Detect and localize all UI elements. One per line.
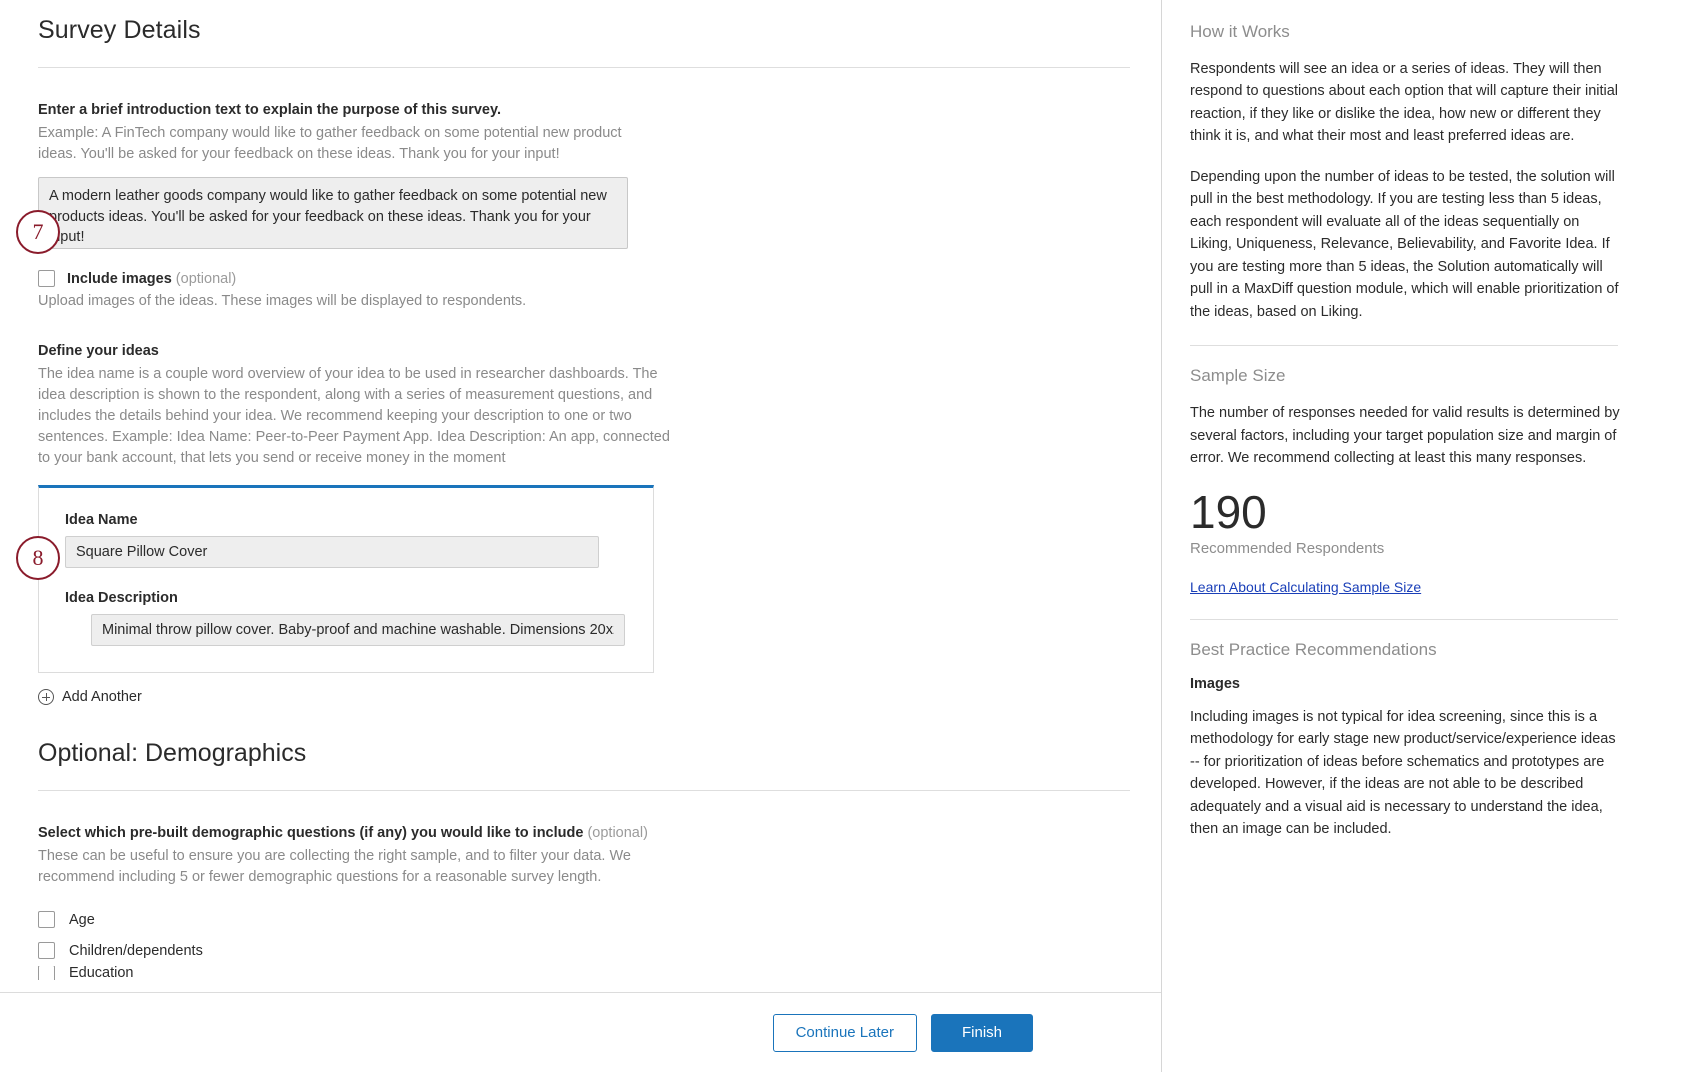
define-ideas-help: The idea name is a couple word overview of your idea to be used in researcher dashboards. The idea description is shown to the respondent, along with a series of measurement questions, and includes the details behind your idea. We recommend keeping your description to one or two sentences. Example: Idea Name: Peer-to-Peer Payment App. Idea Description: An app, connected to your bank account, that lets you send or receive money in the moment [38, 366, 670, 467]
demographics-option-age[interactable] [38, 904, 1040, 935]
best-practice-heading: Best Practice Recommendations [1190, 639, 1437, 659]
demographics-divider [38, 790, 1130, 791]
include-images-optional-tag: (optional) [175, 270, 237, 287]
demographics-label: Select which pre-built demographic questions (if any) you would like to include [38, 825, 584, 842]
footer-action-bar [0, 992, 1161, 1072]
demographics-title: Optional: Demographics [38, 739, 307, 768]
age-checkbox[interactable] [38, 911, 55, 928]
page-title: Survey Details [38, 16, 201, 44]
include-images-checkbox[interactable] [38, 270, 55, 287]
demographics-option-education[interactable] [38, 966, 1040, 980]
help-sidebar [1162, 0, 1700, 1072]
education-label: Education [69, 966, 134, 981]
sidebar-divider-1 [1190, 345, 1618, 346]
add-another-label: Add Another [62, 689, 142, 706]
finish-button[interactable]: Finish [931, 1014, 1033, 1052]
idea-description-label: Idea Description [65, 590, 178, 607]
children-checkbox[interactable] [38, 942, 55, 959]
callout-badge-8: 8 [16, 536, 60, 580]
demographics-help: These can be useful to ensure you are collecting the right sample, and to filter your data. We recommend including 5 or fewer demographic questions for a reasonable survey length. [38, 848, 631, 886]
idea-name-input[interactable] [65, 536, 599, 568]
sidebar-divider-2 [1190, 619, 1618, 620]
intro-text-help: Example: A FinTech company would like to gather feedback on some potential new product ideas. You'll be asked for your feedback on these ideas. Thank you for your input! [38, 125, 622, 163]
demographics-block [38, 823, 1040, 980]
define-ideas-label: Define your ideas [38, 343, 159, 360]
continue-later-button[interactable]: Continue Later [773, 1014, 917, 1052]
recommended-respondents-label: Recommended Respondents [1190, 539, 1385, 557]
education-checkbox[interactable] [38, 966, 55, 980]
intro-text-label: Enter a brief introduction text to explain the purpose of this survey. [38, 102, 501, 118]
title-divider [38, 67, 1130, 68]
recommended-respondents-value: 190 [1190, 485, 1267, 538]
include-images-label: Include images [67, 270, 172, 287]
sample-size-paragraph: The number of responses needed for valid results is determined by several factors, including your target population size and margin of error. We recommend collecting at least this many responses. [1190, 405, 1620, 467]
include-images-help: Upload images of the ideas. These images will be displayed to respondents. [38, 293, 527, 310]
how-it-works-paragraph-2: Depending upon the number of ideas to be tested, the solution will pull in the best methodology. If you are testing less than 5 ideas, each respondent will evaluate all of the ideas sequentially on Liking, Uniqueness, Relevance, Believability, and Favorite Idea. If you are testing more than 5 ideas, the Solution automatically will pull in a MaxDiff question module, which will enable prioritization of the ideas, based on Liking. [1190, 168, 1619, 320]
sample-size-learn-link[interactable]: Learn About Calculating Sample Size [1190, 578, 1422, 595]
add-another-button[interactable] [38, 689, 188, 705]
include-images-row[interactable] [38, 270, 1040, 287]
define-ideas-block [38, 341, 1040, 469]
demographics-option-children[interactable] [38, 935, 1040, 966]
demographics-optional-tag: (optional) [587, 825, 648, 842]
idea-card [38, 485, 654, 673]
intro-text-block [38, 100, 1040, 254]
best-practice-subheading: Images [1190, 675, 1240, 692]
children-label: Children/dependents [69, 942, 203, 959]
how-it-works-paragraph-1: Respondents will see an idea or a series of ideas. They will then respond to questions about each option that will capture their initial reaction, if they like or dislike the idea, how new or different they think it is, and what their most and least preferred ideas are. [1190, 61, 1619, 145]
idea-name-label: Idea Name [65, 512, 138, 529]
age-label: Age [69, 911, 95, 928]
best-practice-paragraph: Including images is not typical for idea screening, since this is a methodology for early stage new product/service/experience ideas -- for prioritization of ideas before schematics and prototypes are developed. However, if the ideas are not able to be described adequately and a visual aid is necessary to understand the idea, then an image can be included. [1190, 708, 1616, 838]
intro-text-input[interactable] [38, 177, 628, 249]
idea-description-input[interactable] [91, 614, 625, 646]
callout-badge-7: 7 [16, 210, 60, 254]
how-it-works-heading: How it Works [1190, 22, 1290, 41]
demographics-options-list [38, 904, 1040, 980]
plus-circle-icon [38, 689, 54, 705]
sample-size-heading: Sample Size [1190, 366, 1286, 386]
